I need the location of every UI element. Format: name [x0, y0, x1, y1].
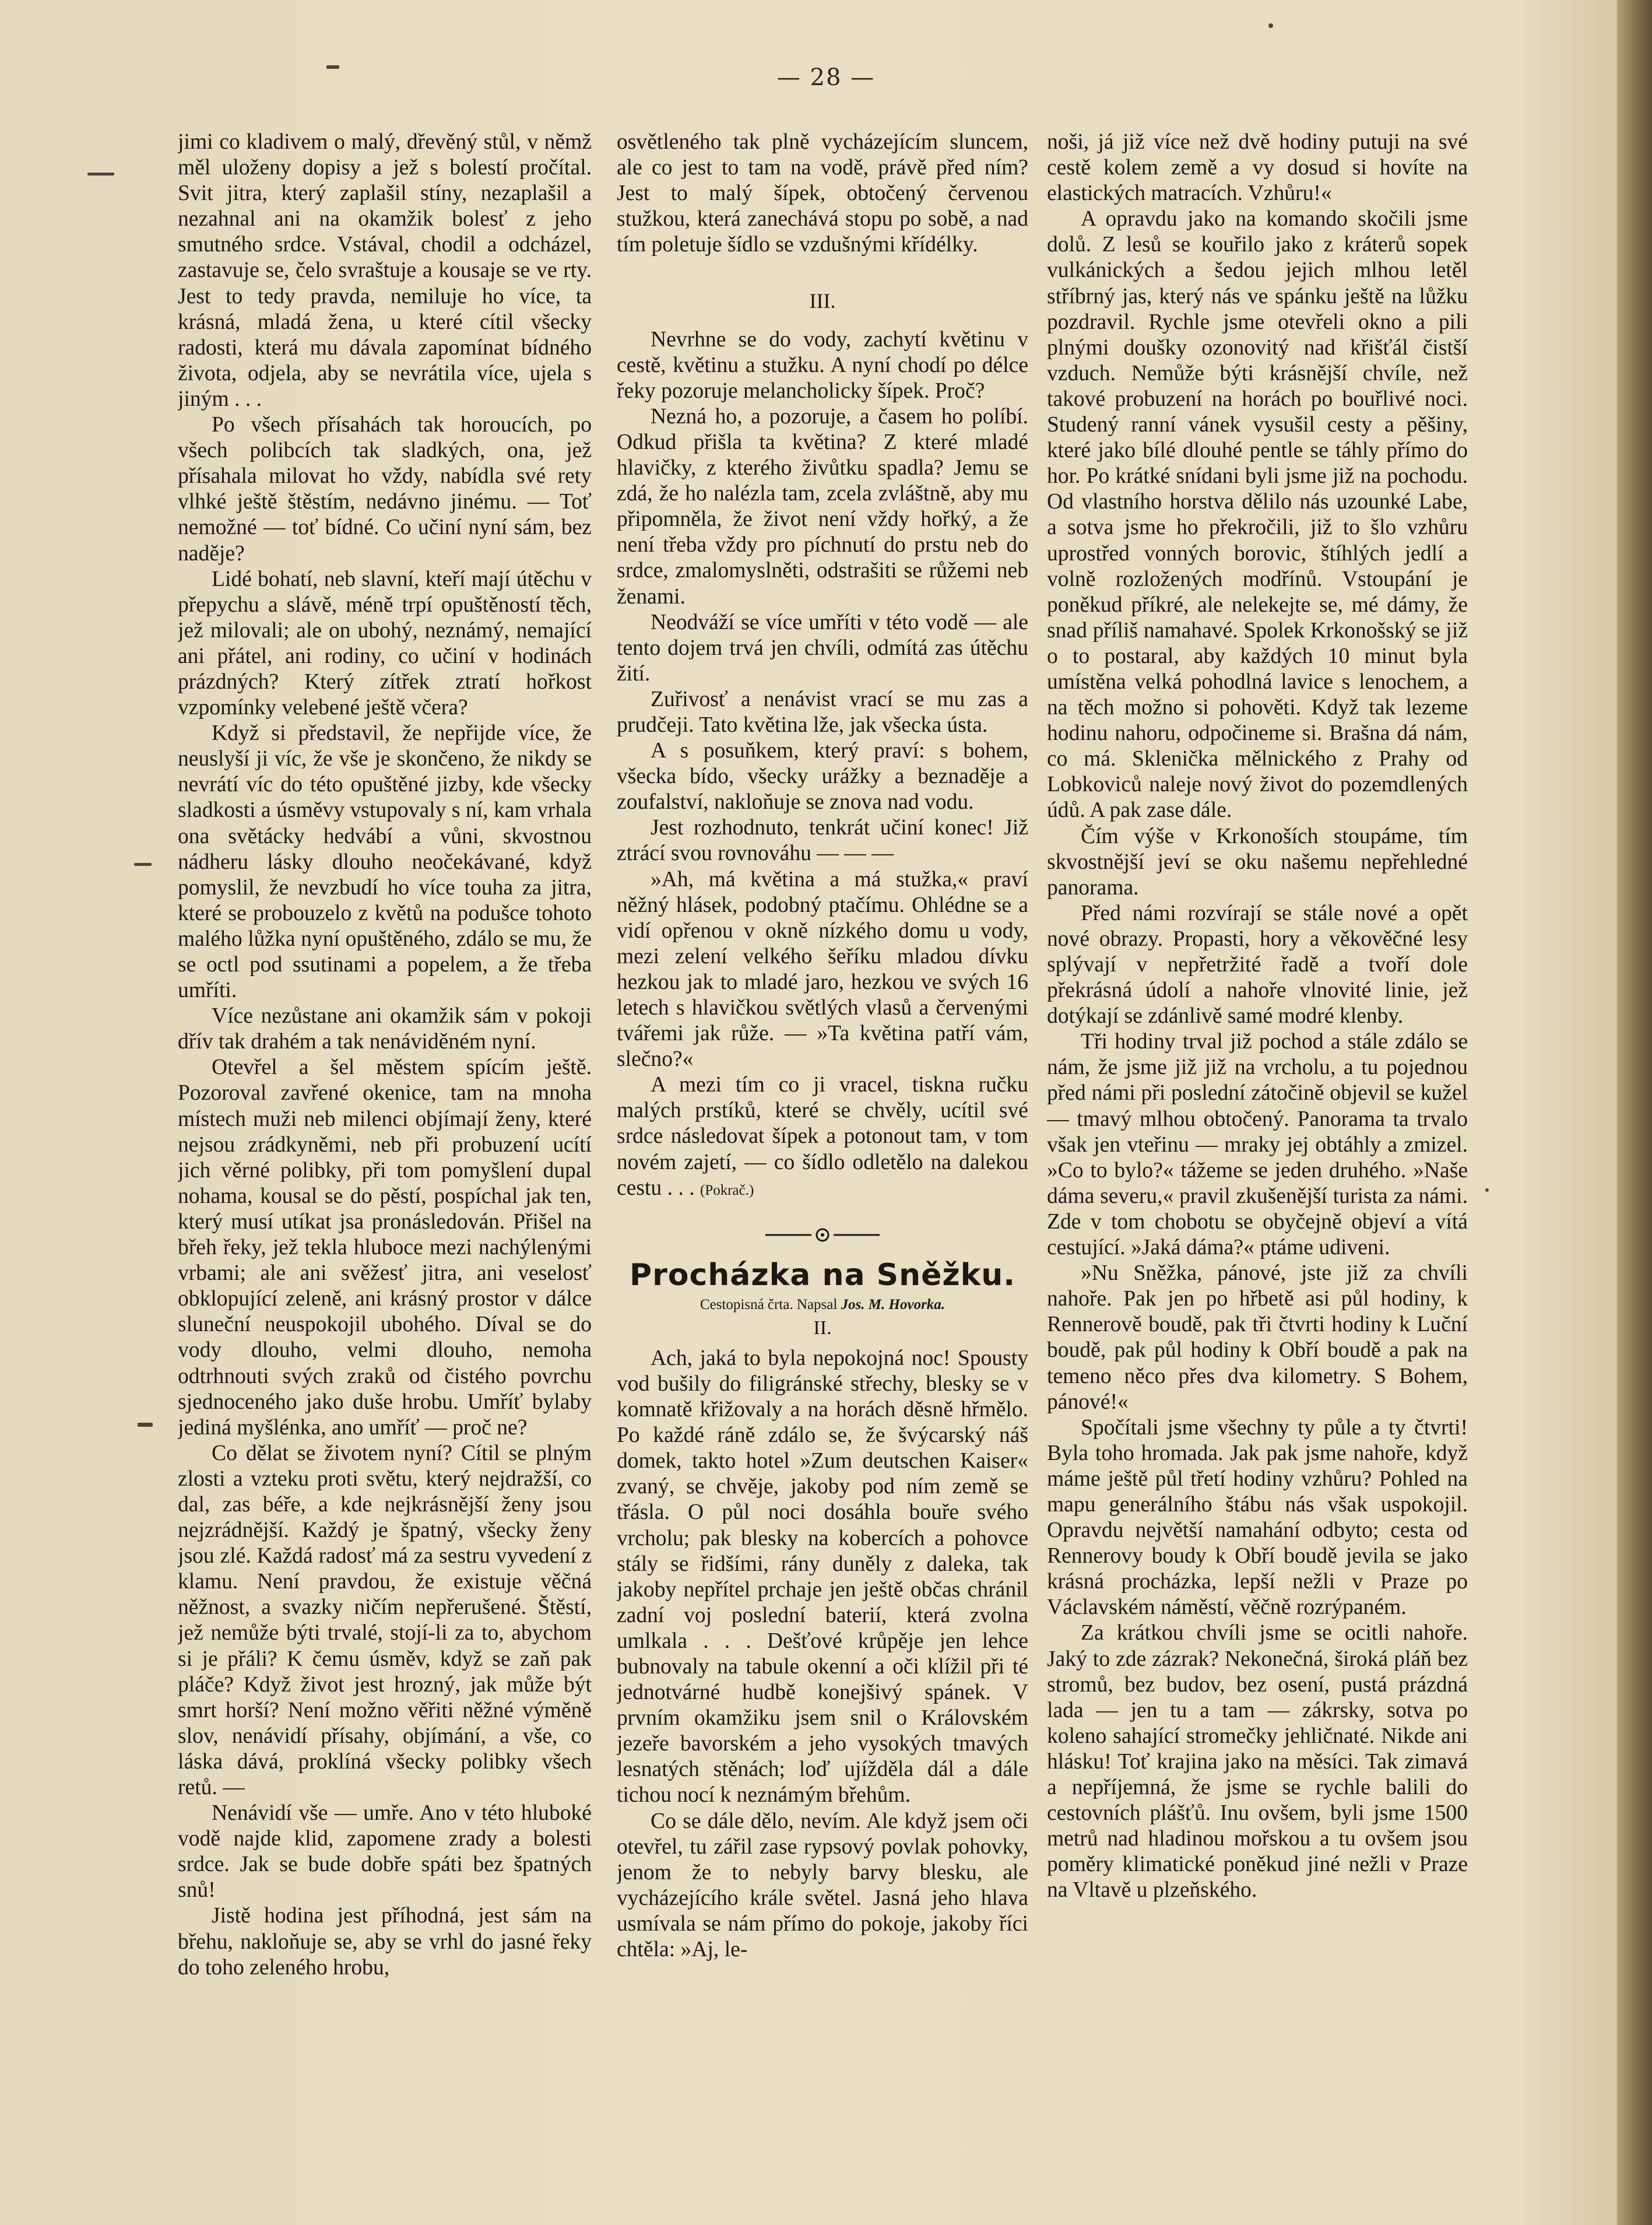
paragraph: Jest rozhodnuto, tenkrát učiní konec! Již ztrácí svou rovnováhu — — —: [617, 816, 1028, 866]
ink-speck: [1268, 23, 1273, 28]
column-middle: [617, 129, 1028, 2194]
paragraph: Nenávidí vše — umře. Ano v této hluboké vodě najde klid, zapomene zrady a bolesti srdce. Jak se bude dobře spáti bez špatných snů!: [178, 1801, 592, 1903]
paragraph: Před námi rozvírají se stále nové a opět nové obrazy. Propasti, hory a věkověčné lesy splývají v nepřetržité řadě a tvoří dole překrásná údolí a nahoře vlnovité linie, jež dotýkají se zdánlivě samé modré klenby.: [1047, 901, 1468, 1029]
paragraph: Nezná ho, a pozoruje, a časem ho políbí. Odkud přišla ta květina? Z které mladé hlavičky, z kterého živůtku spadla? Jemu se zdá, že ho nalézla tam, zcela zvláštně, aby mu připomněla, že život není vždy hořký, a že není třeba vždy pro píchnutí do prstu neb do srdce, zmalomyslněti, odstrašiti se růžemi neb ženami.: [617, 404, 1028, 609]
continued-note: (Pokrač.): [700, 1182, 754, 1198]
paragraph: [617, 1072, 1028, 1203]
ink-speck: [87, 173, 114, 176]
paragraph: Co se dále dělo, nevím. Ale když jsem oči otevřel, tu zářil zase rypsový povlak pohovky, jenom že to nebyly barvy blesku, ale vycházejícího krále světel. Jasná jeho hlava usmívala se nám přímo do pokoje, jakoby říci chtěla: »Aj, le-: [617, 1809, 1028, 1961]
article-title: Procházka na Sněžku.: [629, 1257, 1016, 1293]
paragraph: Více nezůstane ani okamžik sám v pokoji dřív tak drahém a tak nenáviděném nyní.: [178, 1004, 592, 1054]
paragraph: »Nu Sněžka, pánové, jste již za chvíli nahoře. Pak jen po hřbetě asi půl hodiny, k Rennerově boudě, pak tři čtvrti hodiny k Luční boudě, pak půl hodiny k Obří boudě a pak na temeno něco přes dva kilometry. S Bohem, pánové!«: [1047, 1261, 1468, 1414]
paragraph: Jistě hodina jest příhodná, jest sám na břehu, nakloňuje se, aby se vrhl do jasné řeky do toho zeleného hrobu,: [178, 1904, 592, 1980]
ink-speck: [138, 1423, 153, 1427]
paragraph: Když si představil, že nepřijde více, že neuslyší ji víc, že vše je skončeno, že nikdy se nevrátí víc do této opuštěné jizby, kde všecky sladkosti a úsměvy vstupovaly s ní, kam vrhala ona světácky hedvábí a vůni, skvostnou nádheru lásky dlouho neočekávané, když pomyslil, že nevzbudí ho více touha za jitra, které se probouzelo z květů na podušce tohoto malého lůžka nyní opuštěného, zdálo se mu, že se octl pod ssutinami a popelem, a že třeba umříti.: [178, 721, 592, 1003]
page-number: — 28 —: [776, 64, 876, 91]
section-heading-two: II.: [813, 1317, 832, 1339]
paragraph-text: A mezi tím co ji vracel, tiskna ručku malých prstíků, které se chvěly, ucítil své srdce následovat šípek a potonout tam, v tom novém zajetí, — co šídlo odletělo na dalekou cestu . . .: [617, 1073, 1028, 1200]
paragraph: Spočítali jsme všechny ty půle a ty čtvrti! Byla toho hromada. Jak pak jsme nahoře, když máme ještě půl třetí hodiny vzhůru? Pohled na mapu generálního štábu nás však uspokojil. Opravdu největší namahání odbyto; cesta od Rennerovy boudy k Obří boudě jevila se jako krásná procházka, lepší nežli v Praze po Václavském náměstí, věčně rozrýpaném.: [1047, 1415, 1468, 1620]
divider-ornament-icon: [617, 1223, 1028, 1238]
paragraph: »Ah, má květina a má stužka,« praví něžný hlásek, podobný ptačímu. Ohlédne se a vidí opřenou v okně nízkého domu u vody, mezi zelení velkého šeříku mladou dívku hezkou jak to mladé jaro, hezkou ve svých 16 letech s hlavičkou světlých vlasů a červenými tvářemi jak růže. — »Ta květina patří vám, slečno?«: [617, 867, 1028, 1072]
section-heading-three: III.: [809, 289, 836, 313]
paragraph: Tři hodiny trval již pochod a stále zdálo se nám, že jsme již již na vrcholu, a tu pojednou před námi při poslední zátočině objevil se kužel — tmavý mlhou obtočený. Panorama ta trvalo však jen vteřinu — mraky jej obtáhly a zmizel. »Co to bylo?« tážeme se jeden druhého. »Naše dáma severu,« pravil zkušenější turista za námi. Zde v tom chobotu se obyčejně objeví a vítá cestující. »Jaká dáma?« ptáme udiveni.: [1047, 1030, 1468, 1260]
byline-text: Cestopisná črta. Napsal: [700, 1296, 838, 1312]
author-name: Jos. M. Hovorka.: [841, 1296, 945, 1312]
paragraph: Neodváží se více umříti v této vodě — ale tento dojem trvá jen chvíli, odmítá zas útěchu žití.: [617, 610, 1028, 686]
paragraph: Zuřivosť a nenávist vrací se mu zas a prudčeji. Tato květina lže, jak všecka ústa.: [617, 687, 1028, 737]
paragraph: Co dělat se životem nyní? Cítil se plným zlosti a vzteku proti světu, který nejdražší, co dal, zas béře, a kde nejkrásnější ženy jsou nejzrádnější. Každý je špatný, všecky ženy jsou zlé. Každá radosť má za sestru vyvedení z klamu. Není pravdou, že existuje věčná něžnost, a svazky ničím nepřerušené. Štěstí, jež nemůže býti trvalé, stojí-li za to, abychom si je přáli? K čemu úsměv, když se zaň pak pláče? Když život jest hrozný, jak může být smrt horší? Není možno věřiti něžné výměně slov, nenávidí přísahy, objímání, a vše, co láska dává, proklíná všecky polibky všech retů. —: [178, 1441, 592, 1799]
column-right: [1047, 129, 1468, 2194]
paragraph: A opravdu jako na komando skočili jsme dolů. Z lesů se kouřilo jako z kráterů sopek vulkánických a šedou jejich mlhou letěl stříbrný jas, který nás ve spánku ještě na lůžku pozdravil. Rychle jsme otevřeli okno a pili plnými doušky ozonovitý nad křišťál čistší vzduch. Nemůže býti krásnější chvíle, než takové probuzení na horách po bouřlivé noci. Studený ranní vánek vysušil cesty a pěšiny, které jako bílé dlouhé pentle se táhly přímo do hor. Po krátké snídani byli jsme již na pochodu. Od vlastního horstva dělilo nás uzounké Labe, a sotva jsme ho překročili, již to šlo vzhůru uprostřed vonných borovic, štíhlých jedlí a volně rozložených modřínů. Vstoupání je poněkud příkré, ale nelekejte se, mé dámy, že snad příliš namahavé. Spolek Krkonošský se již o to postaral, aby každých 10 minut byla umístěna velká pohodlná lavice s lenochem, a na těch možno si pohověti. Když tak lezeme hodinu nahoru, odpočineme si. Brašna dá nám, co má. Sklenička mělnického z Prahy od Lobkoviců naleje nový život do pozemdlených údů. A pak zase dále.: [1047, 207, 1468, 823]
paragraph: Otevřel a šel městem spícím ještě. Pozoroval zavřené okenice, tam na mnoha místech muži neb milenci objímají ženy, které nejsou zrádkyněmi, neb při probuzení ucítí jich věrné polibky, při tom pomyšlení dupal nohama, kousal se do pěstí, pospíchal jak ten, který musí utíkat jsa pronásledován. Přišel na břeh řeky, jež tekla hluboce mezi nachýlenými vrbami; ale ani svěžesť jitra, ani veselosť obklopující zeleně, ani krásný prostor v dálce sluneční neuspokojil ubohého. Díval se do vody dlouho, velmi dlouho, nemoha odtrhnouti svých zraků od čistého povrchu sjednoceného jako duše hrobu. Umříť bylaby jediná myšlénka, ano umříť — proč ne?: [178, 1055, 592, 1440]
book-gutter-shadow: [1617, 0, 1652, 2225]
article-byline: [617, 1294, 1028, 1315]
ink-speck: [134, 863, 152, 866]
paragraph: Nevrhne se do vody, zachytí květinu v cestě, květinu a stužku. A nyní chodí po délce řeky pozoruje melancholicky šípek. Proč?: [617, 327, 1028, 403]
paragraph: Za krátkou chvíli jsme se ocitli nahoře. Jaký to zde zázrak? Nekonečná, široká pláň bez stromů, bez budov, bez osení, pustá prázdná lada — jen tu a tam — zákrsky, sotva po koleno sahající stromečky jehličnaté. Nikde ani hlásku! Toť krajina jako na měsíci. Tak zimavá a nepříjemná, že jsme se rychle balili do cestovních plášťů. Inu ovšem, byli jsme 1500 metrů nad hladinou mořskou a tu ovšem jsou poměry klimatické poněkud jiné nežli v Praze na Vltavě u plzeňského.: [1047, 1621, 1468, 1903]
paragraph: noši, já již více než dvě hodiny putuji na své cestě kolem země a vy dosud si hovíte na elastických matracích. Vzhůru!«: [1047, 130, 1468, 206]
column-left: [178, 129, 592, 2194]
paragraph: osvětleného tak plně vycházejícím sluncem, ale co jest to tam na vodě, právě před ním? Jest to malý šípek, obtočený červenou stužkou, která zanechává stopu po sobě, a nad tím poletuje šídlo se vzdušnými křídélky.: [617, 130, 1028, 257]
paragraph: A s posuňkem, který praví: s bohem, všecka bído, všecky urážky a beznaděje a zoufalství, nakloňuje se znova nad vodu.: [617, 739, 1028, 815]
paragraph: Čím výše v Krkonoších stoupáme, tím skvostnější jeví se oku našemu nepřehledné panorama.: [1047, 824, 1468, 900]
ink-speck: [1485, 1188, 1489, 1192]
paragraph: Po všech přísahách tak horoucích, po všech polibcích tak sladkých, ona, jež přísahala milovat ho vždy, nabídla své rety vlhké ještě štěstím, nedávno jinému. — Toť nemožné — toť bídné. Co učiní nyní sám, bez naděje?: [178, 413, 592, 566]
paragraph: jimi co kladivem o malý, dřevěný stůl, v němž měl uloženy dopisy a jež s bolestí pročítal. Svit jitra, který zaplašil stíny, nezaplašil a nezahnal ani na okamžik bolesť z jeho smutného srdce. Vstával, chodil a odcházel, zastavuje se, čelo svraštuje a kousaje se ve rty. Jest to tedy pravda, nemiluje ho více, ta krásná, mladá žena, u které cítil všecky radosti, která mu dávala zapomínat bídného života, odjela, aby se nevrátila více, ujela s jiným . . .: [178, 130, 592, 411]
paragraph: Ach, jaká to byla nepokojná noc! Spousty vod bušily do filigránské střechy, blesky se v komnatě křižovaly a na horách děsně hřmělo. Po každé ráně zdálo se, že švýcarský náš domek, takto hotel »Zum deutschen Kaiser« zvaný, se chvěje, jakoby pod ním země se třásla. O půl noci dosáhla bouře svého vrcholu; pak blesky na kobercích a pohovce stály se řidšími, rány duněly z daleka, tak jakoby nepřítel prchaje jen ještě občas chránil zadní voj poslední baterií, která zvolna umlkala . . . Dešťové krůpěje jen lehce bubnovaly na tabule okenní a oči klížil při té jednotvárné hudbě konejšivý spánek. V prvním okamžiku jsem snil o Královském jezeře bavorském a jeho vysokých tmavých lesnatých stěnách; loď ujížděla dál a dále tichou nocí k neznámým břehům.: [617, 1346, 1028, 1808]
paragraph: Lidé bohatí, neb slavní, kteří mají útěchu v přepychu a slávě, méně trpí opuštěností těch, jež milovali; ale on ubohý, neznámý, nemající ani přátel, ani rodiny, co učiní v hodinách prázdných? Který zítřek ztratí hořkost vzpomínky velebené ještě včera?: [178, 567, 592, 720]
